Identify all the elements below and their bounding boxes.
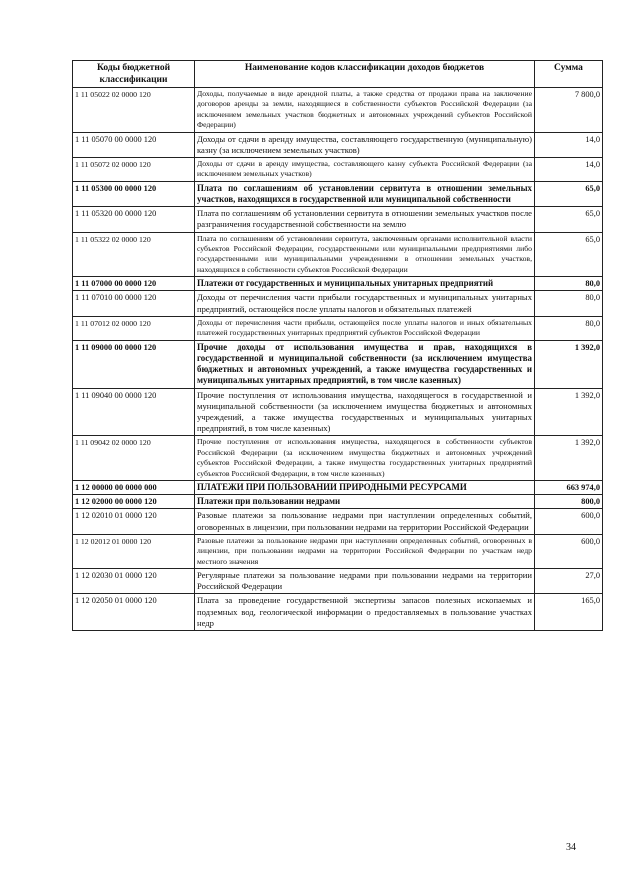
table-row [73,158,603,182]
row-name: Доходы от сдачи в аренду имущества, составляющего государственную (муниципальную) казну (за исключением земельных участков) [195,132,535,157]
row-name: Плата по соглашениям об установлении сервитута в отношении земельных участков после разграничения государственной собственности на землю [195,207,535,232]
row-code: 1 11 09042 02 0000 120 [73,436,195,481]
table-row [73,509,603,534]
row-name: Доходы от перечисления части прибыли, остающейся после уплаты налогов и иных обязательных платежей государственных унитарных предприятий субъектов Российской Федерации [195,316,535,340]
row-code: 1 11 05072 02 0000 120 [73,158,195,182]
row-amount: 80,0 [535,277,603,291]
row-code: 1 11 07000 00 0000 120 [73,277,195,291]
row-amount: 1 392,0 [535,340,603,388]
row-code: 1 11 09000 00 0000 120 [73,340,195,388]
row-amount: 1 392,0 [535,388,603,436]
table-row [73,181,603,206]
table-row [73,232,603,277]
row-name: Доходы, получаемые в виде арендной платы, а также средства от продажи права на заключение договоров аренды за земли, находящиеся в собственности субъектов Российской Федерации (за исключением земельных участков бюджетных и автономных учреждений субъектов Российской Федерации) [195,88,535,133]
table-row [73,340,603,388]
row-name: Разовые платежи за пользование недрами при наступлении определенных событий, оговоренных в лицензии, при пользовании недрами на территории Российской Федерации по участкам недр местного значения [195,534,535,568]
table-row [73,277,603,291]
table-row [73,88,603,133]
row-code: 1 12 02000 00 0000 120 [73,495,195,509]
row-amount: 800,0 [535,495,603,509]
row-name: Плата по соглашениям об установлении сервитута, заключенным органами исполнительной власти субъектов Российской Федерации, государственными или муниципальными предприятиями либо государственными или муниципальными учреждениями в отношении земельных участков, находящихся в собственности субъектов Российской Федерации [195,232,535,277]
row-code: 1 12 02010 01 0000 120 [73,509,195,534]
row-amount: 165,0 [535,594,603,631]
row-amount: 663 974,0 [535,480,603,494]
row-code: 1 11 05022 02 0000 120 [73,88,195,133]
row-amount: 65,0 [535,207,603,232]
table-row [73,291,603,316]
row-amount: 27,0 [535,568,603,593]
row-name: ПЛАТЕЖИ ПРИ ПОЛЬЗОВАНИИ ПРИРОДНЫМИ РЕСУРСАМИ [195,480,535,494]
row-name: Прочие доходы от использования имущества и прав, находящихся в государственной и муниципальной собственности (за исключением имущества бюджетных и автономных учреждений, а также имущества государственных и муниципальных унитарных предприятий, в том числе казенных) [195,340,535,388]
row-name: Разовые платежи за пользование недрами при наступлении определенных событий, оговоренных в лицензии, при пользовании недрами на территории Российской Федерации [195,509,535,534]
row-code: 1 11 09040 00 0000 120 [73,388,195,436]
row-amount: 80,0 [535,291,603,316]
row-amount: 14,0 [535,158,603,182]
budget-revenue-table [72,60,603,631]
row-amount: 14,0 [535,132,603,157]
row-name: Регулярные платежи за пользование недрами при пользовании недрами на территории Российской Федерации [195,568,535,593]
table-row [73,568,603,593]
row-name: Прочие поступления от использования имущества, находящегося в собственности субъектов Российской Федерации (за исключением имущества бюджетных и автономных учреждений субъектов Российской Федерации, а также имущества государственных унитарных предприятий субъектов Российской Федерации, в том числе казенных) [195,436,535,481]
row-code: 1 11 05300 00 0000 120 [73,181,195,206]
row-code: 1 12 00000 00 0000 000 [73,480,195,494]
table-row [73,132,603,157]
row-amount: 600,0 [535,509,603,534]
table-row [73,534,603,568]
header-sum: Сумма [535,61,603,88]
row-code: 1 11 05070 00 0000 120 [73,132,195,157]
row-code: 1 11 05322 02 0000 120 [73,232,195,277]
table-row [73,480,603,494]
table-header-row [73,61,603,88]
row-name: Прочие поступления от использования имущества, находящегося в государственной и муниципальной собственности (за исключением имущества бюджетных и автономных учреждений, а также имущества государственных и муниципальных унитарных предприятий, в том числе казенных) [195,388,535,436]
row-amount: 80,0 [535,316,603,340]
table-body [73,88,603,631]
header-name: Наименование кодов классификации доходов бюджетов [195,61,535,88]
header-codes: Коды бюджетной классификации [73,61,195,88]
row-name: Доходы от сдачи в аренду имущества, составляющего казну субъекта Российской Федерации (за исключением земельных участков) [195,158,535,182]
row-code: 1 11 05320 00 0000 120 [73,207,195,232]
table-row [73,316,603,340]
row-name: Плата по соглашениям об установлении сервитута в отношении земельных участков, находящихся в государственной или муниципальной собственности [195,181,535,206]
table-row [73,495,603,509]
row-code: 1 12 02012 01 0000 120 [73,534,195,568]
row-name: Платежи от государственных и муниципальных унитарных предприятий [195,277,535,291]
row-name: Доходы от перечисления части прибыли государственных и муниципальных унитарных предприятий, остающейся после уплаты налогов и обязательных платежей [195,291,535,316]
row-amount: 600,0 [535,534,603,568]
row-code: 1 11 07012 02 0000 120 [73,316,195,340]
row-code: 1 11 07010 00 0000 120 [73,291,195,316]
row-amount: 1 392,0 [535,436,603,481]
row-amount: 65,0 [535,181,603,206]
table-row [73,436,603,481]
table-row [73,388,603,436]
row-name: Платежи при пользовании недрами [195,495,535,509]
row-code: 1 12 02050 01 0000 120 [73,594,195,631]
row-amount: 65,0 [535,232,603,277]
table-row [73,207,603,232]
page-number: 34 [566,842,576,853]
row-code: 1 12 02030 01 0000 120 [73,568,195,593]
row-name: Плата за проведение государственной экспертизы запасов полезных ископаемых и подземных вод, геологической информации о предоставляемых в пользование участках недр [195,594,535,631]
table-row [73,594,603,631]
row-amount: 7 800,0 [535,88,603,133]
